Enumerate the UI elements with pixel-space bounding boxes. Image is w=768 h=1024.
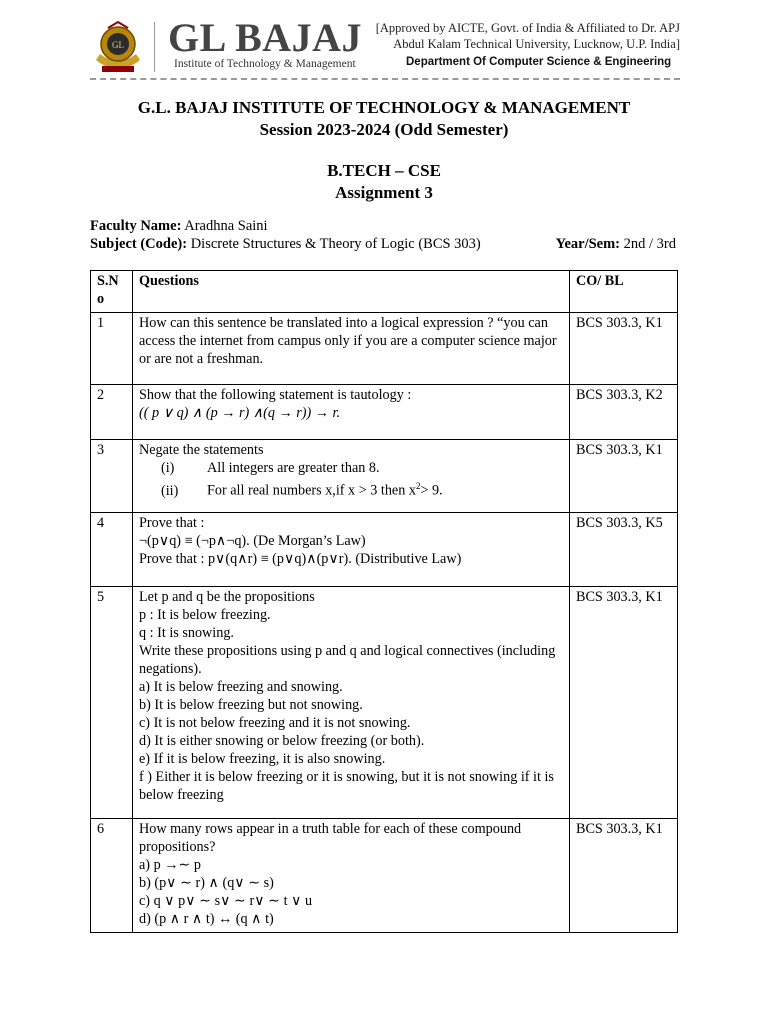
row-co: BCS 303.3, K2	[570, 385, 678, 440]
header-divider	[90, 78, 680, 80]
sub-item-text: All integers are greater than 8.	[207, 460, 380, 476]
question-line: How can this sentence be translated into a logical expression ? “you can access the internet from campus only if you are a computer science major or are not a freshman.	[139, 315, 557, 367]
question-formula: (( p ∨ q) ∧ (p → r) ∧(q → r)) → r.	[139, 405, 340, 421]
row-sno: 4	[91, 513, 133, 587]
row-question	[133, 587, 570, 819]
institute-name: G.L. BAJAJ INSTITUTE OF TECHNOLOGY & MANAGEMENT	[137, 98, 631, 117]
question-formula: Prove that : p∨(q∧r) ≡ (p∨q)∧(p∨r). (Distributive Law)	[139, 551, 462, 567]
question-line: Show that the following statement is tautology :	[139, 387, 412, 403]
approval-line-1: [Approved by AICTE, Govt. of India & Affiliated to Dr. APJ	[375, 21, 680, 35]
header-sno: S.N o	[91, 271, 133, 313]
table-row	[91, 313, 678, 385]
question-line: a) p →∼ p	[139, 857, 201, 873]
row-question	[133, 513, 570, 587]
question-line: e) If it is below freezing, it is also snowing.	[139, 751, 386, 767]
question-line: f ) Either it is below freezing or it is snowing, but it is not snowing if it is below freezing	[139, 769, 554, 803]
question-line: q : It is snowing.	[139, 625, 234, 641]
course-title	[0, 160, 768, 204]
questions-table	[90, 270, 678, 933]
question-line: a) It is below freezing and snowing.	[139, 679, 343, 695]
row-sno: 1	[91, 313, 133, 385]
row-sno: 5	[91, 587, 133, 819]
exponent: 2	[415, 481, 421, 491]
program-title: B.TECH – CSE	[327, 161, 441, 180]
department-name: Department Of Computer Science & Engineering	[406, 56, 672, 68]
row-question	[133, 385, 570, 440]
approval-note	[362, 20, 680, 52]
subject-value: Discrete Structures & Theory of Logic (BCS 303)	[190, 236, 481, 252]
row-sno: 3	[91, 440, 133, 513]
question-line: Prove that :	[139, 515, 205, 531]
session-title: Session 2023-2024 (Odd Semester)	[259, 120, 509, 139]
sub-item	[139, 477, 563, 500]
question-line: c) It is not below freezing and it is not snowing.	[139, 715, 411, 731]
question-line: Write these propositions using p and q and logical connectives (including negations).	[139, 643, 556, 677]
row-co: BCS 303.3, K1	[570, 313, 678, 385]
sub-item-text: For all real numbers x,if x > 3 then x	[207, 482, 416, 499]
question-line: Let p and q be the propositions	[139, 589, 315, 605]
question-line: How many rows appear in a truth table for each of these compound propositions?	[139, 821, 522, 855]
faculty-value: Aradhna Saini	[184, 218, 268, 234]
approval-line-2: Abdul Kalam Technical University, Lucknow, U.P. India]	[393, 37, 680, 51]
table-header-row	[91, 271, 678, 313]
year-sem-line	[556, 236, 676, 253]
row-question	[133, 313, 570, 385]
faculty-line	[90, 218, 268, 235]
table-row	[91, 587, 678, 819]
header-co-bl: CO/ BL	[570, 271, 678, 313]
yearsem-value: 2nd / 3rd	[623, 236, 676, 252]
row-sno: 2	[91, 385, 133, 440]
subject-line	[90, 236, 481, 253]
question-line: p : It is below freezing.	[139, 607, 271, 623]
row-sno: 6	[91, 819, 133, 933]
table-row	[91, 440, 678, 513]
college-emblem-icon	[90, 20, 146, 76]
logo-divider	[154, 22, 155, 72]
subject-label: Subject (Code):	[90, 236, 188, 252]
table-row	[91, 385, 678, 440]
sub-item	[139, 459, 563, 477]
row-co: BCS 303.3, K1	[570, 819, 678, 933]
question-line: b) It is below freezing but not snowing.	[139, 697, 363, 713]
faculty-label: Faculty Name:	[90, 218, 182, 234]
question-line: c) q ∨ p∨ ∼ s∨ ∼ r∨ ∼ t ∨ u	[139, 893, 313, 909]
question-line: b) (p∨ ∼ r) ∧ (q∨ ∼ s)	[139, 875, 274, 891]
brand-name: GL BAJAJ	[168, 15, 363, 60]
brand-subtitle: Institute of Technology & Management	[174, 58, 356, 70]
sub-item-number: (i)	[161, 460, 175, 476]
sub-item-text-end: > 9.	[420, 482, 443, 499]
row-co: BCS 303.3, K1	[570, 440, 678, 513]
institute-title	[0, 97, 768, 141]
question-line: d) It is either snowing or below freezing (or both).	[139, 733, 425, 749]
question-formula: ¬(p∨q) ≡ (¬p∧¬q). (De Morgan’s Law)	[139, 533, 366, 549]
header-questions: Questions	[133, 271, 570, 313]
row-co: BCS 303.3, K5	[570, 513, 678, 587]
yearsem-label: Year/Sem:	[555, 236, 621, 252]
table-row	[91, 819, 678, 933]
sub-item-number: (ii)	[161, 482, 179, 499]
question-line: Negate the statements	[139, 442, 264, 458]
question-line: d) (p ∧ r ∧ t) ↔ (q ∧ t)	[139, 911, 274, 927]
assignment-title: Assignment 3	[335, 183, 433, 202]
svg-text:GL: GL	[112, 40, 124, 50]
row-question	[133, 440, 570, 513]
table-row	[91, 513, 678, 587]
row-question	[133, 819, 570, 933]
letterhead	[90, 16, 680, 82]
row-co: BCS 303.3, K1	[570, 587, 678, 819]
